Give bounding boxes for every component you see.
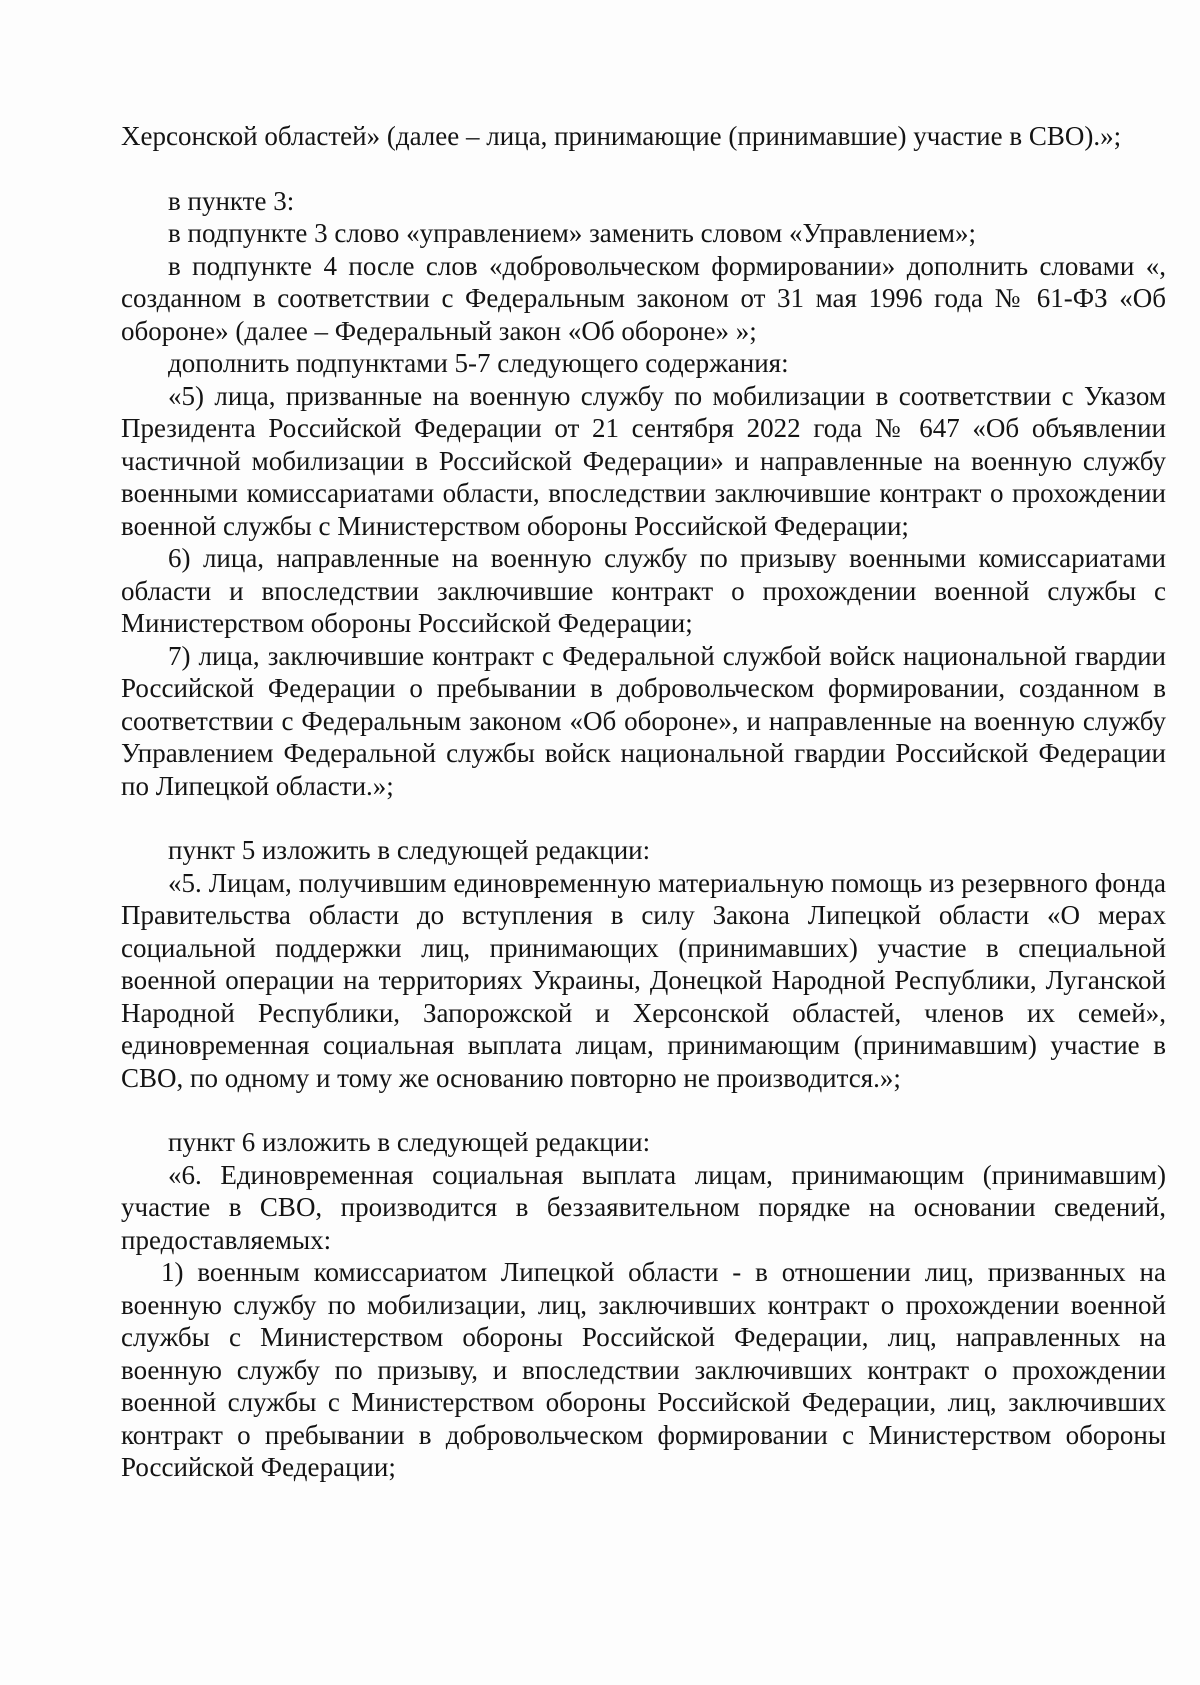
document-body <box>121 120 1166 1484</box>
paragraph-continuation: Херсонской областей» (далее – лица, принимающие (принимавшие) участие в СВО).»; <box>121 121 1122 151</box>
paragraph-item-6-heading: пункт 6 изложить в следующей редакции: <box>168 1127 651 1157</box>
paragraph-item-3-heading: в пункте 3: <box>168 185 295 216</box>
paragraph-subitem-6: 6) лица, направленные на военную службу по призыву военными комиссариатами области и впоследствии заключившие контракт о прохождении военной службы с Министерством обороны Российской Федерации; <box>121 543 1166 638</box>
paragraph-item-5-text: «5. Лицам, получившим единовременную материальную помощь из резервного фонда Правительства области до вступления в силу Закона Липецкой области «О мерах социальной поддержки лиц, принимающих (принимавших) участие в специальной военной операции на территориях Украины, Донецкой Народной Республики, Луганской Народной Республики, Запорожской и Херсонской областей, членов их семей», единовременная социальная выплата лицам, принимающим (принимавшим) участие в СВО, по одному и тому же основанию повторно не производится.»; <box>121 867 1166 1093</box>
paragraph-item-6-subitem-1: 1) военным комиссариатом Липецкой области - в отношении лиц, призванных на военную службу по мобилизации, лиц, заключивших контракт о прохождении военной службы с Министерством обороны Российской Федерации, лиц, направленных на военную службу по призыву, и впоследствии заключивших контракт о прохождении военной службы с Министерством обороны Российской Федерации, лиц, заключивших контракт о пребывании в добровольческом формировании с Министерством обороны Российской Федерации; <box>121 1257 1166 1482</box>
paragraph-subitem-7: 7) лица, заключившие контракт с Федеральной службой войск национальной гвардии Российской Федерации о пребывании в добровольческом формировании, созданном в соответствии с Федеральным законом «Об обороне», и направленные на военную службу Управлением Федеральной службы войск национальной гвардии Российской Федерации по Липецкой области.»; <box>121 640 1166 801</box>
paragraph-item-6-text: «6. Единовременная социальная выплата лицам, принимающим (принимавшим) участие в СВО, производится в беззаявительном порядке на основании сведений, предоставляемых: <box>121 1159 1166 1255</box>
paragraph-add-subitems: дополнить подпунктами 5-7 следующего содержания: <box>168 348 789 378</box>
paragraph-subitem-5: «5) лица, призванные на военную службу по мобилизации в соответствии с Указом Президента Российской Федерации от 21 сентября 2022 года № 647 «Об объявлении частичной мобилизации в Российской Федерации» и направленные на военную службу военными комиссариатами области, впоследствии заключившие контракт о прохождении военной службы с Министерством обороны Российской Федерации; <box>121 380 1166 541</box>
paragraph-subitem-3: в подпункте 3 слово «управлением» заменить словом «Управлением»; <box>168 218 976 248</box>
paragraph-subitem-4: в подпункте 4 после слов «добровольческом формировании» дополнить словами «, созданном в соответствии с Федеральным законом от 31 мая 1996 года № 61-ФЗ «Об обороне» (далее – Федеральный закон «Об обороне» »; <box>121 250 1166 346</box>
paragraph-item-5-heading: пункт 5 изложить в следующей редакции: <box>168 835 651 865</box>
